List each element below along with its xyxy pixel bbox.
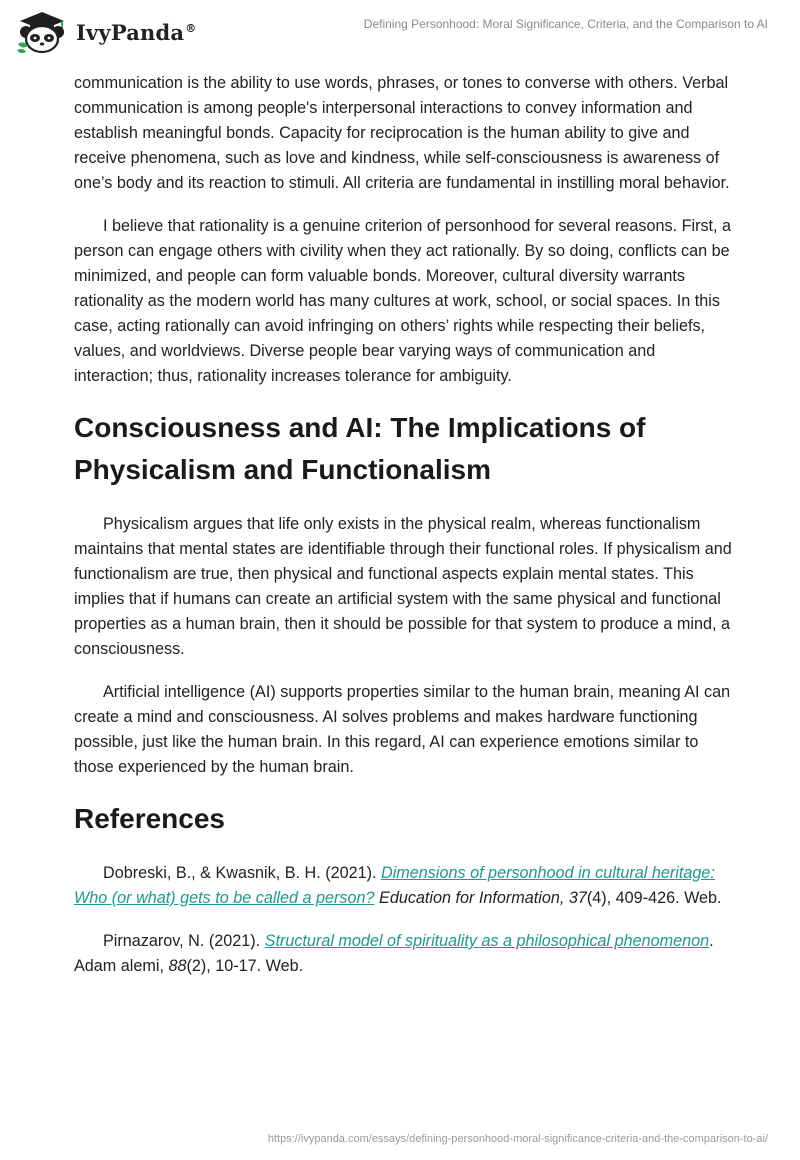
ivypanda-logo[interactable] xyxy=(14,10,196,54)
essay-content xyxy=(74,71,734,997)
reference-journal: . Adam alemi, xyxy=(74,932,714,975)
reference-link[interactable]: Dimensions of personhood in cultural heritage: Who (or what) gets to be called a person? xyxy=(74,864,715,907)
document-title: Defining Personhood: Moral Significance, Criteria, and the Comparison to AI xyxy=(363,17,768,31)
section-heading: Consciousness and AI: The Implications of Physicalism and Functionalism xyxy=(74,412,646,485)
reference-issue-pages: (2), 10-17. Web. xyxy=(186,957,304,975)
paragraph-rationality: I believe that rationality is a genuine criterion of personhood for several reasons. First, a person can engage others with civility when they act rationally. By so doing, conflicts can be minimized, and people can form valuable bonds. Moreover, cultural diversity warrants rationality as the modern world has many cultures at work, school, or social spaces. In this case, acting rationally can avoid infringing on others’ rights while respecting their beliefs, values, and worldviews. Diverse people bear varying ways of communication and interaction; thus, rationality increases tolerance for ambiguity. xyxy=(74,217,732,385)
reference-item xyxy=(74,929,734,979)
reference-authors: Dobreski, B., & Kwasnik, B. H. (2021). xyxy=(103,864,381,882)
references-heading: References xyxy=(74,803,225,834)
panda-graduate-icon xyxy=(14,10,70,54)
reference-journal: Education for Information, 37 xyxy=(374,889,587,907)
reference-volume: 88 xyxy=(168,957,187,975)
reference-issue-pages: (4), 409-426. Web. xyxy=(586,889,722,907)
footer-url[interactable]: https://ivypanda.com/essays/defining-personhood-moral-significance-criteria-and-the-comparison-to-ai/ xyxy=(267,1133,768,1145)
reference-authors: Pirnazarov, N. (2021). xyxy=(103,932,265,950)
reference-item xyxy=(74,861,734,911)
paragraph-continued: communication is the ability to use words, phrases, or tones to converse with others. Verbal communication is among people's interpersonal interactions to convey information and establish meaningful bonds. Capacity for reciprocation is the human ability to give and receive phenomena, such as love and kindness, while self-consciousness is awareness of one’s body and its reaction to stimuli. All criteria are fundamental in instilling moral behavior. xyxy=(74,74,730,192)
brand-name: IvyPanda® xyxy=(76,19,197,45)
reference-link[interactable]: Structural model of spirituality as a philosophical phenomenon xyxy=(264,932,710,950)
paragraph-ai: Artificial intelligence (AI) supports properties similar to the human brain, meaning AI can create a mind and consciousness. AI solves problems and makes hardware functioning possible, just like the human brain. In this regard, AI can experience emotions similar to those experienced by the human brain. xyxy=(74,683,731,776)
paragraph-physicalism: Physicalism argues that life only exists in the physical realm, whereas functionalism maintains that mental states are identifiable through their functional roles. If physicalism and functionalism are true, then physical and functional aspects explain mental states. This implies that if humans can create an artificial system with the same physical and functional properties as a human brain, then it should be possible for that system to produce a mind, a consciousness. xyxy=(74,515,732,658)
page-header xyxy=(0,0,800,64)
